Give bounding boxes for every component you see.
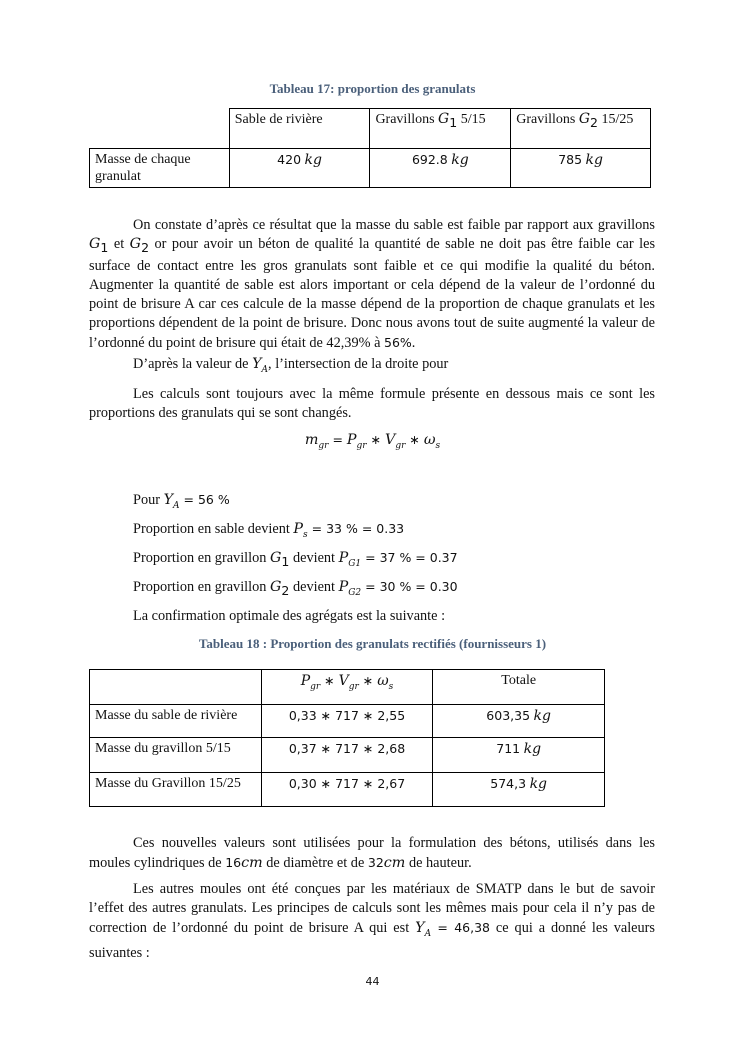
table17-value-g2: 785 kg	[511, 149, 651, 188]
table18-empty-cell	[90, 670, 262, 705]
table17-row-label: Masse de chaque granulat	[90, 149, 230, 188]
table17	[89, 108, 651, 188]
line-sable: Proportion en sable devient $P_s = 33$ % = 0.33	[133, 521, 405, 540]
table18-caption: Tableau 18 : Proportion des granulats rectifiés (fournisseurs 1)	[198, 636, 547, 651]
table18-row-calc: 0,37 ∗ 717 ∗ 2,68	[261, 738, 433, 773]
table18-row-total: 574,3 kg	[433, 773, 605, 807]
paragraph-1: On constate d’après ce résultat que la masse du sable est faible par rapport aux gravillons $G_1$ et $G_2$ or pour avoir un béton de qualité la quantité de sable ne doit pas être faible car les surface de contact entre les gros granulats sont faible et ce qui modifie la qualité du béton. Augmenter la quantité de sable est alors important or cela dépend de la valeur de l’ordonné du point de brisure A car ces calcule de la masse dépend de la proportion de chaque granulats et les proportions dépendent de la point de brisure. Donc nous avons tout de suite augmenté la valeur de l’ordonné du point de brisure qui était de 42,39% à 56%.	[89, 217, 656, 351]
paragraph-3: Les calculs sont toujours avec la même formule présente en dessous mais ce sont les proportions des granulats qui se sont changés.	[89, 386, 655, 421]
line-confirmation: La confirmation optimale des agrégats est la suivante :	[133, 608, 446, 624]
line-g2: Proportion en gravillon $G_2$ devient $P_{G2} = 30$ % = 0.30	[133, 579, 458, 598]
table17-header-g1: Gravillons $G_1$ 5/15	[370, 109, 511, 149]
table18-row-calc: 0,30 ∗ 717 ∗ 2,67	[261, 773, 433, 807]
table18-row-total: 603,35 kg	[433, 705, 605, 738]
table18-row-calc: 0,33 ∗ 717 ∗ 2,55	[261, 705, 433, 738]
table17-header-g2: Gravillons $G_2$ 15/25	[511, 109, 651, 149]
line-g1: Proportion en gravillon $G_1$ devient $P_{G1} = 37$ % = 0.37	[133, 550, 458, 569]
paragraph-4: Ces nouvelles valeurs sont utilisées pour la formulation des bétons, utilisés dans les moules cylindriques de 16cm de diamètre et de 32cm de hauteur.	[89, 835, 655, 871]
table18-header-total: Totale	[433, 670, 605, 705]
table18-row-label: Masse du sable de rivière	[90, 705, 262, 738]
table17-empty-cell	[90, 109, 230, 149]
line-ya: Pour $Y_A = 56$ %	[133, 492, 230, 511]
table18-row-label: Masse du Gravillon 15/25	[90, 773, 262, 807]
table18-header-formula: $P_{gr}$ ∗ $V_{gr}$ ∗ $\omega_s$	[261, 670, 433, 705]
paragraph-2: D’après la valeur de $Y_A$, l’intersection de la droite pour	[133, 356, 449, 375]
table17-value-sable: 420 kg	[229, 149, 370, 188]
table18	[89, 669, 605, 807]
table17-caption: Tableau 17: proportion des granulats	[269, 81, 476, 96]
paragraph-5: Les autres moules ont été conçues par les matériaux de SMATP dans le but de savoir l’effet des autres granulats. Les principes de calculs sont les mêmes mais pour cela il n’y pas de correction de l’ordonné du point de brisure A qui est $Y_A = 46,38$ ce qui a donné les valeurs suivantes :	[89, 881, 655, 961]
mass-formula: $m_{gr} = P_{gr}$ ∗ $V_{gr}$ ∗ $\omega_s$	[304, 432, 441, 451]
table17-header-sable: Sable de rivière	[229, 109, 370, 149]
table18-row-total: 711 kg	[433, 738, 605, 773]
page-number: 44	[365, 975, 380, 988]
table18-row-label: Masse du gravillon 5/15	[90, 738, 262, 773]
table17-value-g1: 692.8 kg	[370, 149, 511, 188]
